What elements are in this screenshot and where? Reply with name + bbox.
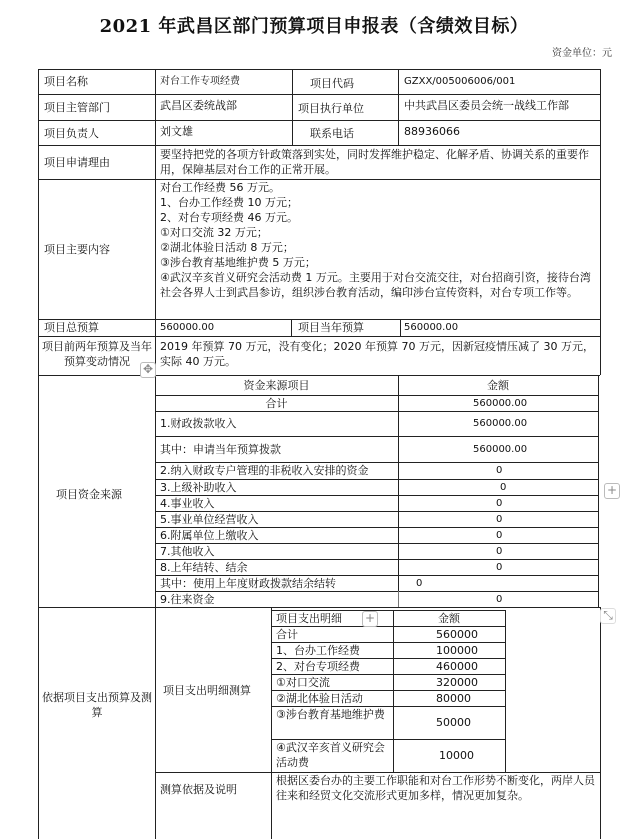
- content-line: 2、对台专项经费 46 万元。: [160, 211, 298, 224]
- label-phone: 联系电话: [310, 127, 354, 140]
- funding-row-amount: 0: [496, 514, 503, 525]
- add-row-icon[interactable]: +: [362, 611, 378, 627]
- page-title: 2021 年武昌区部门预算项目申报表（含绩效目标）: [99, 16, 529, 37]
- currency-unit: 资金单位：元: [552, 48, 612, 59]
- label-project-name: 项目名称: [44, 75, 88, 88]
- label-expense-basis: 依据项目支出预算及测算: [42, 691, 152, 719]
- funding-row-amount: 560000.00: [473, 444, 528, 455]
- funding-row-name: 1.财政拨款收入: [160, 417, 237, 430]
- funding-row-name: 5.事业单位经营收入: [160, 513, 259, 526]
- funding-col-source: 资金来源项目: [243, 379, 310, 392]
- resize-handle-icon[interactable]: ⤡: [600, 608, 616, 624]
- funding-row-amount: 0: [496, 546, 503, 557]
- content-line: ③涉台教育基地维护费 5 万元；: [160, 256, 316, 269]
- funding-row-name: 2.纳入财政专户管理的非税收入安排的资金: [160, 464, 369, 477]
- funding-row-name: 6.附属单位上缴收入: [160, 529, 259, 542]
- owner-value: 刘文雄: [160, 125, 193, 138]
- label-total-budget: 项目总预算: [44, 321, 99, 334]
- funding-row-name: 7.其他收入: [160, 545, 215, 558]
- funding-row-amount: 560000.00: [473, 418, 528, 429]
- main-content-list: [160, 180, 596, 300]
- add-column-icon[interactable]: +: [604, 483, 620, 499]
- label-expense-detail: 项目支出明细测算: [163, 684, 251, 697]
- content-line: ④武汉辛亥首义研究会活动费 1 万元。主要用于对台交流交往，对台招商引资，接待台湾社会各界人士到武昌参访，组织涉台教育活动，编印涉台宣传资料，对台专项工作等。: [160, 271, 591, 299]
- expense-row-amount: 560000: [436, 628, 478, 641]
- funding-row-amount: 0: [496, 562, 503, 573]
- expense-row-name: ④武汉辛亥首义研究会活动费: [276, 741, 385, 769]
- funding-row-name: 其中：使用上年度财政拨款结余结转: [160, 577, 336, 590]
- label-calc-basis: 测算依据及说明: [160, 783, 237, 796]
- label-main-content: 项目主要内容: [44, 243, 110, 256]
- current-budget-value: 560000.00: [404, 322, 459, 333]
- expense-row-amount: 460000: [436, 660, 478, 673]
- budget-change-text: 2019 年预算 70 万元，没有变化；2020 年预算 70 万元，因新冠疫情压减了 30 万元，实际 40 万元。: [160, 340, 594, 368]
- label-project-code: 项目代码: [310, 77, 354, 90]
- total-budget-value: 560000.00: [160, 322, 215, 333]
- project-code: GZXX/005006006/001: [404, 76, 516, 87]
- expense-row-name: 2、对台专项经费: [276, 660, 360, 673]
- funding-row-name: 合计: [265, 397, 288, 410]
- funding-row-amount: 0: [496, 530, 503, 541]
- move-handle-icon[interactable]: ✥: [140, 362, 156, 378]
- label-budget-change: 项目前两年预算及当年预算变动情况: [42, 340, 152, 368]
- content-line: 1、台办工作经费 10 万元；: [160, 196, 298, 209]
- funding-row-amount: 0: [416, 578, 423, 589]
- expense-row-name: 1、台办工作经费: [276, 644, 360, 657]
- funding-row-amount: 0: [500, 482, 507, 493]
- funding-row-amount: 560000.00: [473, 398, 528, 409]
- calc-basis-text: 根据区委台办的主要工作职能和对台工作形势不断变化，两岸人员往来和经贸文化交流形式更加多样，情况更加复杂。: [276, 774, 595, 802]
- label-reason: 项目申请理由: [44, 156, 110, 169]
- phone-value: 88936066: [404, 125, 460, 138]
- label-current-budget: 项目当年预算: [298, 321, 364, 334]
- expense-row-amount: 100000: [436, 644, 478, 657]
- expense-row-amount: 50000: [436, 716, 471, 729]
- content-line: ②湖北体验日活动 8 万元；: [160, 241, 294, 254]
- funding-row-amount: 0: [496, 498, 503, 509]
- expense-row-name: ②湖北体验日活动: [276, 692, 363, 705]
- project-name: 对台工作专项经费: [160, 76, 240, 87]
- expense-row-amount: 320000: [436, 676, 478, 689]
- dept-value: 武昌区委统战部: [160, 99, 237, 112]
- exec-unit-value: 中共武昌区委员会统一战线工作部: [404, 99, 569, 112]
- label-dept: 项目主管部门: [44, 101, 110, 114]
- funding-row-amount: 0: [496, 594, 503, 605]
- label-exec-unit: 项目执行单位: [298, 102, 364, 115]
- expense-col-amount: 金额: [438, 612, 460, 625]
- expense-row-amount: 80000: [436, 692, 471, 705]
- funding-row-amount: 0: [496, 465, 503, 476]
- label-owner: 项目负责人: [44, 127, 99, 140]
- funding-row-name: 9.往来资金: [160, 593, 215, 606]
- funding-row-name: 4.事业收入: [160, 497, 215, 510]
- funding-col-amount: 金额: [487, 379, 509, 392]
- expense-row-name: 合计: [276, 628, 298, 641]
- content-line: 对台工作经费 56 万元。: [160, 181, 280, 194]
- reason-text: 要坚持把党的各项方针政策落到实处，同时发挥维护稳定、化解矛盾、协调关系的重要作用，保障基层对台工作的正常开展。: [160, 148, 589, 176]
- content-line: ①对口交流 32 万元；: [160, 226, 268, 239]
- label-funding-source: 项目资金来源: [56, 488, 122, 501]
- expense-row-name: ③涉台教育基地维护费: [276, 708, 385, 721]
- funding-row-name: 8.上年结转、结余: [160, 561, 248, 574]
- funding-row-name: 其中：申请当年预算拨款: [160, 443, 281, 456]
- expense-row-name: ①对口交流: [276, 676, 330, 689]
- expense-col-item: 项目支出明细: [276, 612, 342, 625]
- expense-row-amount: 10000: [439, 749, 474, 762]
- funding-row-name: 3.上级补助收入: [160, 481, 237, 494]
